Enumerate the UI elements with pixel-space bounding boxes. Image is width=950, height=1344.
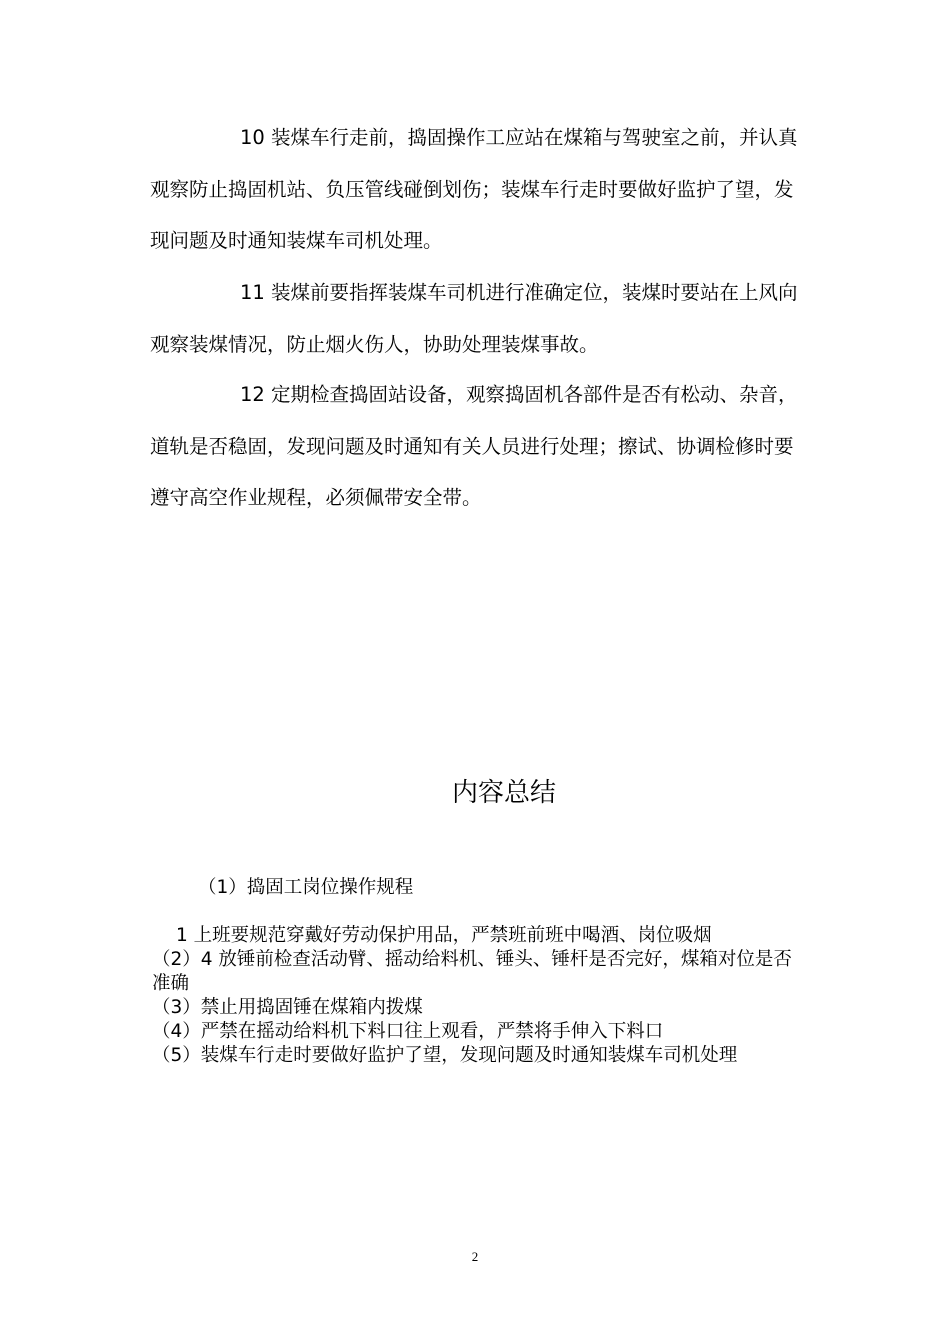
paragraph-11: 11 装煤前要指挥装煤车司机进行准确定位，装煤时要站在上风向观察装煤情况，防止烟火伤人，协助处理装煤事故。 — [150, 281, 798, 356]
summary-title: 内容总结 — [451, 778, 556, 808]
paragraph-10: 10 装煤车行走前，捣固操作工应站在煤箱与驾驶室之前，并认真观察防止捣固机站、负压管线碰倒划伤；装煤车行走时要做好监护了望，发现问题及时通知装煤车司机处理。 — [150, 126, 798, 252]
summary-item-2: （2）4 放锤前检查活动臂、摇动给料机、锤头、锤杆是否完好，煤箱对位是否准确 — [152, 949, 792, 994]
summary-item-4: （4）严禁在摇动给料机下料口往上观看，严禁将手伸入下料口 — [152, 1021, 664, 1042]
summary-list — [152, 924, 802, 1068]
summary-item-5: （5）装煤车行走时要做好监护了望，发现问题及时通知装煤车司机处理 — [152, 1045, 738, 1066]
summary-item-1: 1 上班要规范穿戴好劳动保护用品，严禁班前班中喝酒、岗位吸烟 — [176, 925, 712, 946]
summary-subtitle: （1）捣固工岗位操作规程 — [198, 877, 414, 898]
paragraph-12: 12 定期检查捣固站设备，观察捣固机各部件是否有松动、杂音，道轨是否稳固，发现问题及时通知有关人员进行处理；擦试、协调检修时要遵守高空作业规程，必须佩带安全带。 — [150, 383, 798, 509]
summary-item-3: （3）禁止用捣固锤在煤箱内拨煤 — [152, 997, 423, 1018]
page-number: 2 — [471, 1249, 479, 1264]
